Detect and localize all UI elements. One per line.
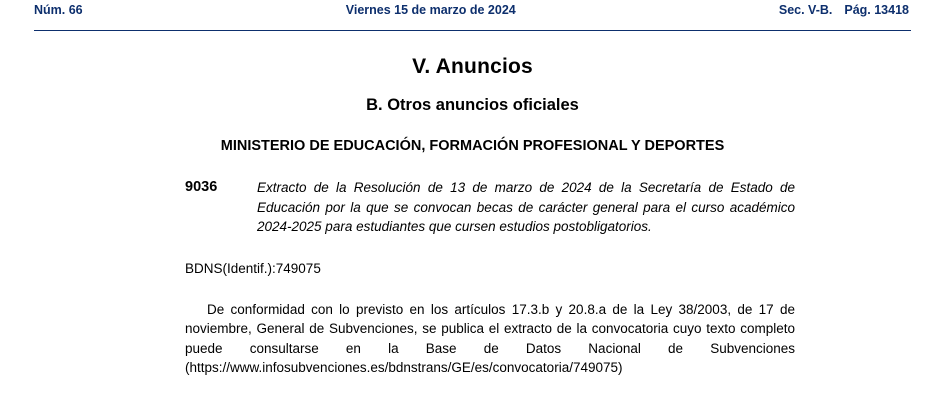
- body-paragraph: [0, 300, 945, 378]
- header-issue-number: Núm. 66: [34, 3, 83, 17]
- header-section-page: [779, 0, 909, 17]
- ministry-heading: MINISTERIO DE EDUCACIÓN, FORMACIÓN PROFESIONAL Y DEPORTES: [220, 138, 725, 154]
- page-header: [0, 0, 945, 30]
- announcement-entry: [0, 178, 945, 237]
- body-paragraph-text: De conformidad con lo previsto en los artículos 17.3.b y 20.8.a de la Ley 38/2003, de 17 de noviembre, General de Subvenciones, se publica el extracto de la convocatoria cuyo texto completo puede consultarse en la Base de Datos Nacional de Subvenciones (https://www.infosubvenciones.es/bdnstrans/GE/es/convocatoria/749075): [185, 301, 795, 375]
- header-page-number: Pág. 13418: [844, 3, 909, 17]
- subsection-title: B. Otros anuncios oficiales: [366, 96, 579, 114]
- document-content: [0, 31, 945, 378]
- header-rule-line: [34, 30, 911, 31]
- header-divider: [0, 30, 945, 31]
- announcement-number: 9036: [185, 179, 218, 195]
- bdns-identifier: BDNS(Identif.):749075: [185, 260, 321, 276]
- header-date: Viernes 15 de marzo de 2024: [345, 3, 516, 17]
- announcement-summary: Extracto de la Resolución de 13 de marzo de 2024 de la Secretaría de Estado de Educación por la que se convocan becas de carácter general para el curso académico 2024-2025 para estudiantes que cursen estudios postobligatorios.: [257, 180, 795, 234]
- header-section: Sec. V-B.: [778, 3, 833, 17]
- section-title: V. Anuncios: [412, 55, 533, 78]
